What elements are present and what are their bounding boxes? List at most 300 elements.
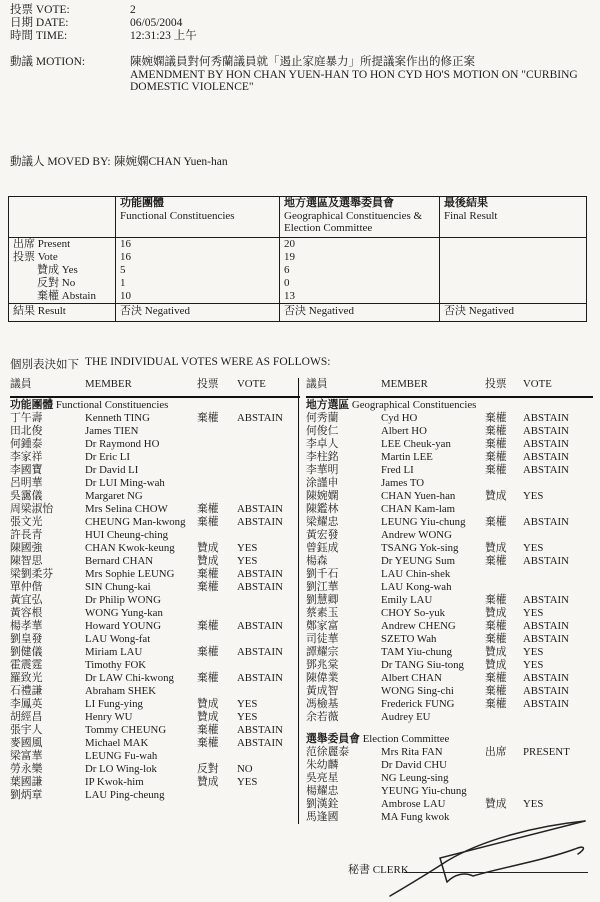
member-name-en: LEUNG Fu-wah — [85, 750, 158, 762]
moved-by-label: 動議人 MOVED BY: — [10, 156, 111, 168]
member-vote-en: YES — [237, 555, 258, 567]
member-name-en: Frederick FUNG — [381, 698, 455, 710]
member-vote-zh: 棄權 — [485, 438, 507, 450]
member-vote-en — [523, 581, 593, 594]
member-vote-en — [237, 659, 300, 672]
member-vote-en: ABSTAIN — [523, 594, 569, 606]
summary-row — [9, 290, 587, 304]
member-vote-en: ABSTAIN — [523, 633, 569, 645]
member-row — [10, 698, 300, 711]
member-name-en: WONG Yung-kan — [85, 607, 163, 619]
header-block — [10, 4, 590, 43]
member-vote-en: YES — [523, 607, 544, 619]
member-row — [306, 646, 593, 659]
summary-value-functional: 16 — [116, 237, 280, 251]
member-vote-zh: 贊成 — [485, 646, 507, 658]
clerk-label: 秘書 CLERK — [348, 864, 409, 876]
section-title-en: Geographical Constituencies — [351, 399, 477, 411]
member-vote-en — [237, 685, 300, 698]
member-name-zh: 張宇人 — [10, 724, 43, 736]
member-name-en: Martin LEE — [381, 451, 433, 463]
member-row — [10, 750, 300, 763]
member-name-en: IP Kwok-him — [85, 776, 144, 788]
member-name-en: Dr LUI Ming-wah — [85, 477, 165, 489]
summary-value-geographical: 6 — [280, 264, 440, 277]
member-vote-en: ABSTAIN — [237, 516, 283, 528]
member-name-en: CHAN Kam-lam — [381, 503, 456, 515]
member-vote-zh: 棄權 — [485, 425, 507, 437]
member-name-en: Mrs Sophie LEUNG — [85, 568, 175, 580]
summary-row — [9, 277, 587, 290]
member-name-en: HUI Cheung-ching — [85, 529, 169, 541]
member-row — [306, 685, 593, 698]
member-vote-en — [237, 750, 300, 763]
member-vote-en: ABSTAIN — [237, 724, 283, 736]
clerk-signature — [385, 816, 590, 902]
member-name-en: Kenneth TING — [85, 412, 150, 424]
member-vote-en — [237, 477, 300, 490]
member-name-en: TAM Yiu-chung — [381, 646, 453, 658]
member-name-zh: 范徐麗泰 — [306, 746, 350, 758]
member-name-en: Dr LO Wing-lok — [85, 763, 157, 775]
member-name-zh: 劉漢銓 — [306, 798, 339, 810]
member-name-en: Albert HO — [381, 425, 427, 437]
member-vote-en — [523, 477, 593, 490]
member-vote-en: YES — [523, 542, 544, 554]
member-vote-zh: 棄權 — [197, 724, 219, 736]
member-vote-en: ABSTAIN — [237, 581, 283, 593]
date-label: 日期 DATE: — [10, 17, 69, 29]
summary-value-final — [440, 251, 587, 264]
member-name-en: Dr YEUNG Sum — [381, 555, 455, 567]
member-vote-en — [523, 772, 593, 785]
member-name-en: LAU Ping-cheung — [85, 789, 165, 801]
summary-value-final — [440, 237, 587, 251]
member-vote-en: YES — [523, 659, 544, 671]
member-name-en: Dr LAW Chi-kwong — [85, 672, 174, 684]
section-gap — [306, 724, 593, 733]
section-title-zh: 功能團體 — [10, 399, 54, 411]
motion-text-zh: 陳婉嫻議員對何秀蘭議員就「遏止家庭暴力」所提議案作出的修正案 — [130, 56, 475, 68]
member-row — [306, 711, 593, 724]
member-vote-en — [523, 503, 593, 516]
individual-votes-heading — [10, 356, 330, 372]
vote-number-label: 投票 VOTE: — [10, 4, 70, 16]
member-row — [306, 438, 593, 451]
member-name-zh: 鄧兆棠 — [306, 659, 339, 671]
member-name-en: Albert CHAN — [381, 672, 442, 684]
summary-row — [9, 251, 587, 264]
member-vote-zh: 贊成 — [197, 542, 219, 554]
member-vote-en: ABSTAIN — [523, 438, 569, 450]
individual-votes-heading-zh: 個別表決如下 — [10, 359, 79, 371]
member-name-zh: 陳鑑林 — [306, 503, 339, 515]
member-vote-en: ABSTAIN — [237, 672, 283, 684]
summary-row-label: 出席 Present — [13, 237, 71, 250]
member-vote-en: ABSTAIN — [523, 555, 569, 567]
summary-row-label: 結果 Result — [9, 303, 116, 321]
summary-header-en: Final Result — [444, 209, 498, 222]
member-row — [306, 451, 593, 464]
member-vote-zh — [197, 659, 237, 672]
member-name-zh: 譚耀宗 — [306, 646, 339, 658]
member-vote-zh — [197, 789, 237, 802]
member-name-zh: 蔡素玉 — [306, 607, 339, 619]
member-name-en: Margaret NG — [85, 490, 143, 502]
member-vote-en — [237, 425, 300, 438]
summary-row-label: 反對 No — [37, 276, 76, 289]
member-row — [10, 776, 300, 789]
member-vote-zh: 棄權 — [485, 698, 507, 710]
member-name-en: James TIEN — [85, 425, 139, 437]
member-name-en: Dr Eric LI — [85, 451, 130, 463]
member-row — [10, 477, 300, 490]
member-row — [306, 516, 593, 529]
member-vote-zh — [197, 477, 237, 490]
member-vote-zh — [485, 759, 523, 772]
member-vote-en: YES — [237, 776, 258, 788]
member-row — [10, 724, 300, 737]
member-header-en: MEMBER — [381, 378, 428, 390]
member-vote-zh: 棄權 — [197, 568, 219, 580]
summary-value-functional: 16 — [116, 251, 280, 264]
member-name-en: Dr Raymond HO — [85, 438, 160, 450]
member-vote-zh: 棄權 — [485, 685, 507, 697]
member-name-en: Emily LAU — [381, 594, 433, 606]
member-name-zh: 何鍾泰 — [10, 438, 43, 450]
member-row — [306, 490, 593, 503]
summary-row — [9, 303, 587, 321]
member-vote-zh — [485, 785, 523, 798]
vote-header-zh: 投票 — [197, 378, 219, 390]
member-vote-zh: 棄權 — [197, 503, 219, 515]
member-row — [306, 477, 593, 490]
member-vote-en — [523, 711, 593, 724]
member-name-en: Mrs Rita FAN — [381, 746, 443, 758]
member-vote-en: ABSTAIN — [523, 425, 569, 437]
member-vote-en: ABSTAIN — [237, 503, 283, 515]
member-name-zh: 單仲偕 — [10, 581, 43, 593]
member-row — [10, 425, 300, 438]
member-name-zh: 劉健儀 — [10, 646, 43, 658]
member-name-zh: 李家祥 — [10, 451, 43, 463]
member-vote-en: YES — [237, 698, 258, 710]
member-name-zh: 司徒華 — [306, 633, 339, 645]
moved-by-row — [10, 153, 228, 169]
member-name-en: Mrs Selina CHOW — [85, 503, 168, 515]
member-name-zh: 陳國強 — [10, 542, 43, 554]
member-name-en: Miriam LAU — [85, 646, 143, 658]
summary-header-empty-cell — [9, 197, 116, 238]
summary-value-functional: 否決 Negatived — [116, 303, 280, 321]
member-vote-zh — [197, 633, 237, 646]
member-row — [10, 607, 300, 620]
member-vote-zh: 棄權 — [485, 516, 507, 528]
member-name-en: LAU Chin-shek — [381, 568, 451, 580]
member-name-zh: 陳智思 — [10, 555, 43, 567]
member-vote-zh: 棄權 — [485, 594, 507, 606]
member-vote-zh — [197, 685, 237, 698]
member-name-en: Dr TANG Siu-tong — [381, 659, 464, 671]
member-vote-en: YES — [237, 542, 258, 554]
member-name-zh: 楊耀忠 — [306, 785, 339, 797]
member-row — [306, 607, 593, 620]
motion-row — [10, 56, 595, 94]
member-column-functional — [10, 378, 300, 824]
member-name-en: Ambrose LAU — [381, 798, 446, 810]
member-name-en: LI Fung-ying — [85, 698, 143, 710]
member-vote-zh — [197, 750, 237, 763]
date-row — [10, 17, 590, 30]
member-vote-en: ABSTAIN — [237, 646, 283, 658]
member-row — [306, 568, 593, 581]
summary-header-zh: 最後結果 — [444, 197, 488, 209]
member-row — [306, 620, 593, 633]
member-name-en: LEUNG Yiu-chung — [381, 516, 466, 528]
member-vote-en: YES — [523, 646, 544, 658]
member-row — [10, 659, 300, 672]
header-rule — [306, 396, 593, 398]
member-vote-en — [237, 451, 300, 464]
member-name-zh: 鄭家富 — [306, 620, 339, 632]
member-vote-en — [237, 529, 300, 542]
summary-value-functional: 1 — [116, 277, 280, 290]
member-vote-en — [237, 490, 300, 503]
member-name-en: Howard YOUNG — [85, 620, 162, 632]
member-row — [306, 698, 593, 711]
summary-row — [9, 237, 587, 251]
member-vote-zh: 棄權 — [197, 646, 219, 658]
member-vote-zh — [197, 594, 237, 607]
time-row — [10, 30, 590, 43]
motion-text — [130, 56, 595, 94]
member-vote-zh — [197, 425, 237, 438]
member-vote-en: YES — [237, 711, 258, 723]
member-name-en: Andrew WONG — [381, 529, 452, 541]
member-name-en: TSANG Yok-sing — [381, 542, 459, 554]
member-vote-zh: 棄權 — [197, 581, 219, 593]
member-name-zh: 楊森 — [306, 555, 328, 567]
member-vote-en: ABSTAIN — [237, 737, 283, 749]
member-vote-en: ABSTAIN — [523, 516, 569, 528]
summary-header-zh: 功能團體 — [120, 197, 164, 209]
section-title-zh: 地方選區 — [306, 399, 350, 411]
time-value: 12:31:23 上午 — [130, 30, 197, 42]
member-vote-zh: 棄權 — [485, 451, 507, 463]
summary-header-cell — [440, 197, 587, 238]
member-column-header — [10, 378, 300, 394]
member-vote-zh: 贊成 — [197, 711, 219, 723]
member-vote-zh: 贊成 — [197, 555, 219, 567]
motion-label: 動議 MOTION: — [10, 56, 86, 68]
member-header-zh: 議員 — [10, 378, 32, 390]
member-name-zh: 李華明 — [306, 464, 339, 476]
section-title — [306, 399, 593, 412]
vote-summary-table — [8, 196, 587, 322]
member-name-en: NG Leung-sing — [381, 772, 449, 784]
member-name-zh: 吳靄儀 — [10, 490, 43, 502]
member-name-en: CHEUNG Man-kwong — [85, 516, 186, 528]
summary-header-en: Functional Constituencies — [120, 209, 235, 222]
member-row — [306, 542, 593, 555]
member-vote-zh: 棄權 — [485, 412, 507, 424]
member-name-en: Dr David CHU — [381, 759, 447, 771]
member-row — [306, 672, 593, 685]
member-name-zh: 馮檢基 — [306, 698, 339, 710]
summary-header-en: Election Committee — [284, 222, 373, 234]
member-name-zh: 麥國風 — [10, 737, 43, 749]
member-name-zh: 胡經昌 — [10, 711, 43, 723]
summary-value-geographical: 13 — [280, 290, 440, 304]
member-vote-zh: 棄權 — [197, 737, 219, 749]
member-name-en: Audrey EU — [381, 711, 431, 723]
member-vote-en: YES — [523, 798, 544, 810]
member-name-en: Andrew CHENG — [381, 620, 456, 632]
member-name-en: Tommy CHEUNG — [85, 724, 167, 736]
member-row — [10, 633, 300, 646]
member-header-zh: 議員 — [306, 378, 328, 390]
member-vote-zh: 贊成 — [485, 490, 507, 502]
time-label: 時間 TIME: — [10, 30, 68, 42]
member-name-en: CHAN Kwok-keung — [85, 542, 175, 554]
member-name-zh: 吳亮星 — [306, 772, 339, 784]
member-name-zh: 李鳳英 — [10, 698, 43, 710]
member-name-en: Henry WU — [85, 711, 133, 723]
member-name-zh: 黃宜弘 — [10, 594, 43, 606]
member-name-en: WONG Sing-chi — [381, 685, 454, 697]
member-name-en: LAU Kong-wah — [381, 581, 452, 593]
member-name-zh: 勞永樂 — [10, 763, 43, 775]
member-name-zh: 葉國謙 — [10, 776, 43, 788]
member-name-zh: 羅致光 — [10, 672, 43, 684]
member-row — [306, 772, 593, 785]
member-row — [306, 425, 593, 438]
member-name-zh: 梁劉柔芬 — [10, 568, 54, 580]
member-vote-zh: 棄權 — [485, 464, 507, 476]
motion-text-en: AMENDMENT BY HON CHAN YUEN-HAN TO HON CYD HO'S MOTION ON "CURBING DOMESTIC VIOLENCE" — [130, 68, 578, 93]
member-name-zh: 張文光 — [10, 516, 43, 528]
member-row — [10, 646, 300, 659]
member-name-zh: 劉皇發 — [10, 633, 43, 645]
member-name-zh: 霍震霆 — [10, 659, 43, 671]
member-vote-zh — [485, 529, 523, 542]
summary-row — [9, 264, 587, 277]
member-vote-zh — [485, 568, 523, 581]
member-name-zh: 李柱銘 — [306, 451, 339, 463]
member-row — [10, 529, 300, 542]
member-row — [306, 555, 593, 568]
member-row — [10, 711, 300, 724]
member-name-en: Abraham SHEK — [85, 685, 157, 697]
member-row — [306, 633, 593, 646]
member-row — [306, 464, 593, 477]
member-column-header — [306, 378, 593, 394]
member-name-zh: 李國寶 — [10, 464, 43, 476]
member-row — [10, 555, 300, 568]
member-name-en: SZETO Wah — [381, 633, 437, 645]
section-title-en: Election Committee — [362, 733, 450, 745]
member-name-zh: 石禮謙 — [10, 685, 43, 697]
member-name-en: Bernard CHAN — [85, 555, 154, 567]
member-row — [10, 789, 300, 802]
member-row — [306, 594, 593, 607]
summary-header-cell — [116, 197, 280, 238]
member-vote-en: ABSTAIN — [237, 412, 283, 424]
member-vote-en — [237, 607, 300, 620]
summary-value-geographical: 0 — [280, 277, 440, 290]
summary-row-label: 投票 Vote — [13, 250, 58, 263]
member-vote-zh: 棄權 — [197, 672, 219, 684]
member-vote-zh: 贊成 — [197, 698, 219, 710]
member-vote-zh: 棄權 — [485, 620, 507, 632]
member-vote-zh: 贊成 — [485, 607, 507, 619]
member-vote-zh: 棄權 — [485, 555, 507, 567]
member-vote-en: ABSTAIN — [523, 412, 569, 424]
member-vote-zh — [197, 529, 237, 542]
member-vote-en: ABSTAIN — [523, 451, 569, 463]
member-row — [10, 620, 300, 633]
member-name-en: Michael MAK — [85, 737, 149, 749]
member-vote-zh: 贊成 — [485, 542, 507, 554]
member-name-en: LAU Wong-fat — [85, 633, 151, 645]
member-row — [10, 581, 300, 594]
member-vote-zh — [197, 490, 237, 503]
member-list-left — [10, 399, 300, 802]
member-row — [306, 759, 593, 772]
summary-row-label: 棄權 Abstain — [37, 289, 96, 302]
member-row — [10, 594, 300, 607]
member-name-zh: 黃容根 — [10, 607, 43, 619]
summary-value-geographical: 19 — [280, 251, 440, 264]
member-vote-zh — [485, 711, 523, 724]
member-row — [10, 672, 300, 685]
member-name-zh: 劉慧卿 — [306, 594, 339, 606]
vote-number-value: 2 — [130, 4, 136, 16]
summary-header-zh: 地方選區及選舉委員會 — [284, 197, 394, 209]
member-row — [306, 412, 593, 425]
summary-row-label: 贊成 Yes — [37, 263, 78, 276]
member-row — [306, 659, 593, 672]
member-vote-zh: 出席 — [485, 746, 507, 758]
member-name-en: Dr Philip WONG — [85, 594, 161, 606]
member-vote-zh — [197, 451, 237, 464]
member-row — [10, 490, 300, 503]
member-vote-zh: 反對 — [197, 763, 219, 775]
member-name-en: SIN Chung-kai — [85, 581, 151, 593]
member-vote-en: ABSTAIN — [523, 672, 569, 684]
member-name-zh: 楊孝華 — [10, 620, 43, 632]
summary-header-cell — [280, 197, 440, 238]
member-name-zh: 劉炳章 — [10, 789, 43, 801]
member-vote-zh — [197, 438, 237, 451]
member-name-en: James TO — [381, 477, 425, 489]
date-value: 06/05/2004 — [130, 17, 183, 29]
member-name-en: Timothy FOK — [85, 659, 147, 671]
member-name-en: Dr David LI — [85, 464, 139, 476]
member-vote-en: YES — [523, 490, 544, 502]
member-row — [10, 542, 300, 555]
header-rule — [10, 396, 300, 398]
member-vote-en: ABSTAIN — [237, 568, 283, 580]
member-name-zh: 何秀蘭 — [306, 412, 339, 424]
member-row — [10, 685, 300, 698]
member-row — [10, 516, 300, 529]
member-name-zh: 黃成智 — [306, 685, 339, 697]
member-vote-columns — [10, 378, 592, 824]
member-vote-en — [237, 594, 300, 607]
member-row — [306, 503, 593, 516]
member-name-zh: 劉千石 — [306, 568, 339, 580]
